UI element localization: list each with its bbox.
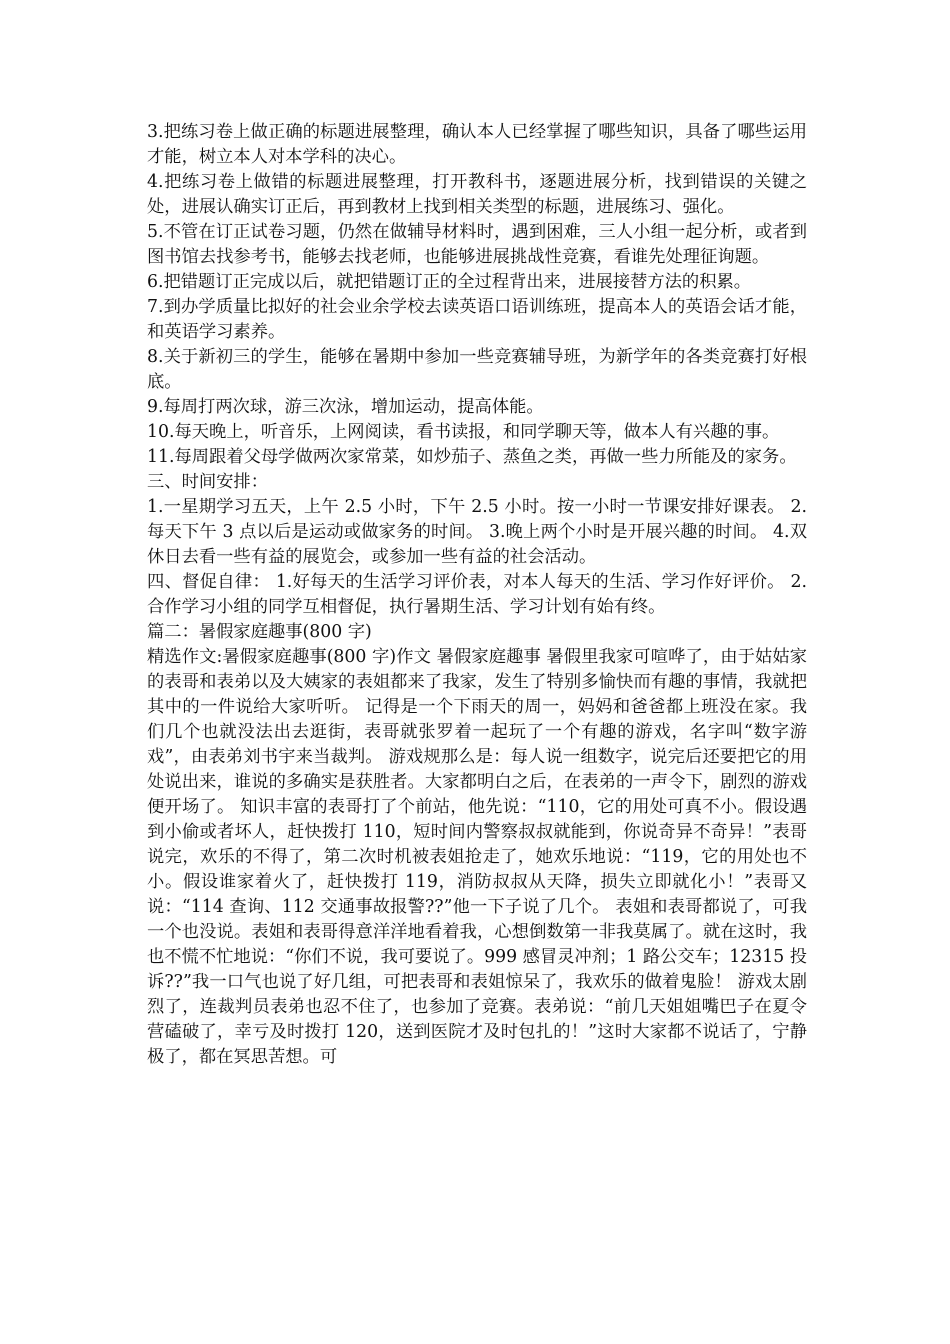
schedule-paragraph: 1.一星期学习五天，上午 2.5 小时，下午 2.5 小时。按一小时一节课安排好课表。 2.每天下午 3 点以后是运动或做家务的时间。 3.晚上两个小时是开展兴趣的时间。 4.双休日去看一些有益的展览会，或参加一些有益的社会活动。	[147, 497, 807, 567]
document-body	[147, 120, 807, 1070]
paragraph-item-8: 8.关于新初三的学生，能够在暑期中参加一些竞赛辅导班，为新学年的各类竞赛打好根底。	[147, 347, 807, 392]
paragraph-item-3: 3.把练习卷上做正确的标题进展整理，确认本人已经掌握了哪些知识，具备了哪些运用才能，树立本人对本学科的决心。	[147, 122, 807, 167]
paragraph-item-6: 6.把错题订正完成以后，就把错题订正的全过程背出来，进展接替方法的积累。	[147, 272, 752, 292]
section-heading-schedule: 三、时间安排：	[147, 472, 268, 492]
paragraph-item-9: 9.每周打两次球，游三次泳，增加运动，提高体能。	[147, 397, 544, 417]
paragraph-item-4: 4.把练习卷上做错的标题进展整理，打开教科书，逐题进展分析，找到错误的关键之处，进展认确实订正后，再到教材上找到相关类型的标题，进展练习、强化。	[147, 172, 807, 217]
article-body: 精选作文:暑假家庭趣事(800 字)作文 暑假家庭趣事 暑假里我家可喧哗了，由于姑姑家的表哥和表弟以及大姨家的表姐都来了我家，发生了特别多愉快而有趣的事情，我就把其中的一件说给大家听听。 记得是一个下雨天的周一，妈妈和爸爸都上班没在家。我们几个也就没法出去逛街，表哥就张罗着一起玩了一个有趣的游戏，名字叫“数字游戏”，由表弟刘书宇来当裁判。 游戏规那么是：每人说一组数字，说完后还要把它的用处说出来，谁说的多确实是获胜者。大家都明白之后，在表弟的一声令下，剧烈的游戏便开场了。 知识丰富的表哥打了个前站，他先说：“110，它的用处可真不小。假设遇到小偷或者坏人，赶快拨打 110，短时间内警察叔叔就能到，你说奇异不奇异！”表哥说完，欢乐的不得了，第二次时机被表姐抢走了，她欢乐地说：“119，它的用处也不小。假设谁家着火了，赶快拨打 119，消防叔叔从天降，损失立即就化小！”表哥又说：“114 查询、112 交通事故报警??”他一下子说了几个。 表姐和表哥都说了，可我一个也没说。表姐和表哥得意洋洋地看着我，心想倒数第一非我莫属了。就在这时，我也不慌不忙地说：“你们不说，我可要说了。999 感冒灵冲剂；1 路公交车；12315 投诉??”我一口气也说了好几组，可把表哥和表姐惊呆了，我欢乐的做着鬼脸！ 游戏太剧烈了，连裁判员表弟也忍不住了，也参加了竞赛。表弟说：“前几天姐姐嘴巴子在夏令营磕破了，幸亏及时拨打 120，送到医院才及时包扎的！”这时大家都不说话了，宁静极了，都在冥思苦想。可	[147, 647, 807, 1067]
paragraph-item-10: 10.每天晚上，听音乐，上网阅读，看书读报，和同学聊天等，做本人有兴趣的事。	[147, 422, 780, 442]
self-discipline-paragraph: 四、督促自律： 1.好每天的生活学习评价表，对本人每天的生活、学习作好评价。 2.合作学习小组的同学互相督促，执行暑期生活、学习计划有始有终。	[147, 572, 807, 617]
article-title: 篇二：暑假家庭趣事(800 字)	[147, 622, 372, 642]
paragraph-item-5: 5.不管在订正试卷习题，仍然在做辅导材料时，遇到困难，三人小组一起分析，或者到图书馆去找参考书，能够去找老师，也能够进展挑战性竞赛，看谁先处理征询题。	[147, 222, 807, 267]
paragraph-item-11: 11.每周跟着父母学做两次家常菜，如炒茄子、蒸鱼之类，再做一些力所能及的家务。	[147, 447, 797, 467]
paragraph-item-7: 7.到办学质量比拟好的社会业余学校去读英语口语训练班，提高本人的英语会话才能，和英语学习素养。	[147, 297, 807, 342]
